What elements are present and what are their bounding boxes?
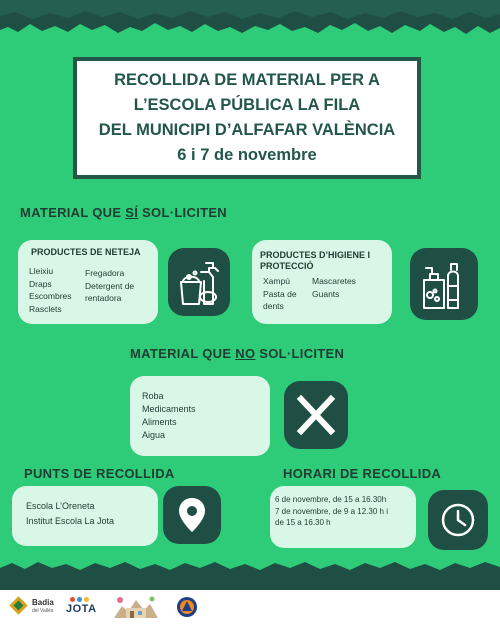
schedule-card [270, 486, 416, 548]
list-item: Rasclets [29, 303, 62, 314]
unwanted-heading: MATERIAL QUE NO SOL·LICITEN [130, 346, 345, 361]
list-item: Medicaments [142, 404, 196, 414]
title-line-1: RECOLLIDA DE MATERIAL PER A [114, 71, 380, 89]
list-item: Pasta de [263, 288, 297, 299]
list-item: Roba [142, 391, 164, 401]
hygiene-bottles-icon [410, 248, 478, 320]
list-item: Xampú [263, 276, 290, 286]
civil-protection-logo [176, 596, 198, 618]
jota-logo-text: JOTA [66, 603, 97, 615]
schedule-line: 7 de novembre, de 9 a 12.30 h i [275, 506, 388, 516]
torn-paper-bottom [0, 560, 500, 590]
torn-paper-top [0, 0, 500, 48]
collection-points-heading: PUNTS DE RECOLLIDA [24, 466, 175, 481]
cleaning-items-col2 [85, 267, 134, 305]
badia-logo-subtext: del Vallès [32, 608, 54, 614]
collection-points-list [26, 499, 114, 529]
title-dates: 6 i 7 de novembre [177, 146, 317, 164]
list-item: Escola L’Oreneta [26, 501, 95, 511]
list-item: rentadora [85, 293, 122, 303]
list-item: Escombres [29, 291, 72, 301]
title-box [73, 57, 421, 179]
list-item: dents [263, 301, 284, 311]
unwanted-items-card [130, 376, 270, 456]
footer-logos [0, 590, 500, 625]
clock-icon [428, 490, 488, 550]
list-item: Aliments [142, 417, 177, 427]
title-line-3: DEL MUNICIPI D’ALFAFAR VALÈNCIA [98, 121, 396, 139]
schedule-line: de 15 a 16.30 h [275, 518, 331, 527]
list-item: Institut Escola La Jota [26, 516, 115, 526]
list-item: Mascaretes [312, 276, 356, 286]
cleaning-products-card [18, 240, 158, 324]
list-item: Draps [29, 278, 52, 289]
list-item: Guants [312, 288, 340, 299]
schedule-heading: HORARI DE RECOLLIDA [283, 466, 442, 481]
school-illustration-logo [112, 594, 160, 620]
title-line-2: L’ESCOLA PÚBLICA LA FILA [133, 96, 361, 114]
x-mark-icon [284, 381, 348, 449]
hygiene-products-card [252, 240, 392, 324]
collection-points-card [12, 486, 158, 546]
wanted-heading: MATERIAL QUE SÍ SOL·LICITEN [20, 205, 227, 220]
list-item: Detergent de [85, 280, 135, 291]
list-item: Aigua [142, 430, 166, 440]
cleaning-products-icon [168, 248, 230, 316]
jota-logo [66, 597, 102, 619]
hygiene-items-col2 [312, 275, 356, 300]
schedule-line: 6 de novembre, de 15 a 16.30h [275, 495, 387, 504]
list-item: Fregadora [85, 268, 125, 278]
list-item: Lleixiu [29, 266, 54, 276]
badia-logo [12, 597, 72, 619]
cleaning-items-col1 [29, 265, 72, 315]
location-pin-icon [163, 486, 221, 544]
schedule-list [275, 494, 388, 529]
cleaning-products-title: PRODUCTES DE NETEJA [31, 247, 141, 257]
unwanted-items-list [142, 390, 196, 442]
hygiene-products-title: PRODUCTES D’HIGIENE I PROTECCIÓ [260, 250, 371, 271]
badia-logo-text: Badia [32, 598, 54, 607]
hygiene-items-col1 [263, 275, 297, 313]
